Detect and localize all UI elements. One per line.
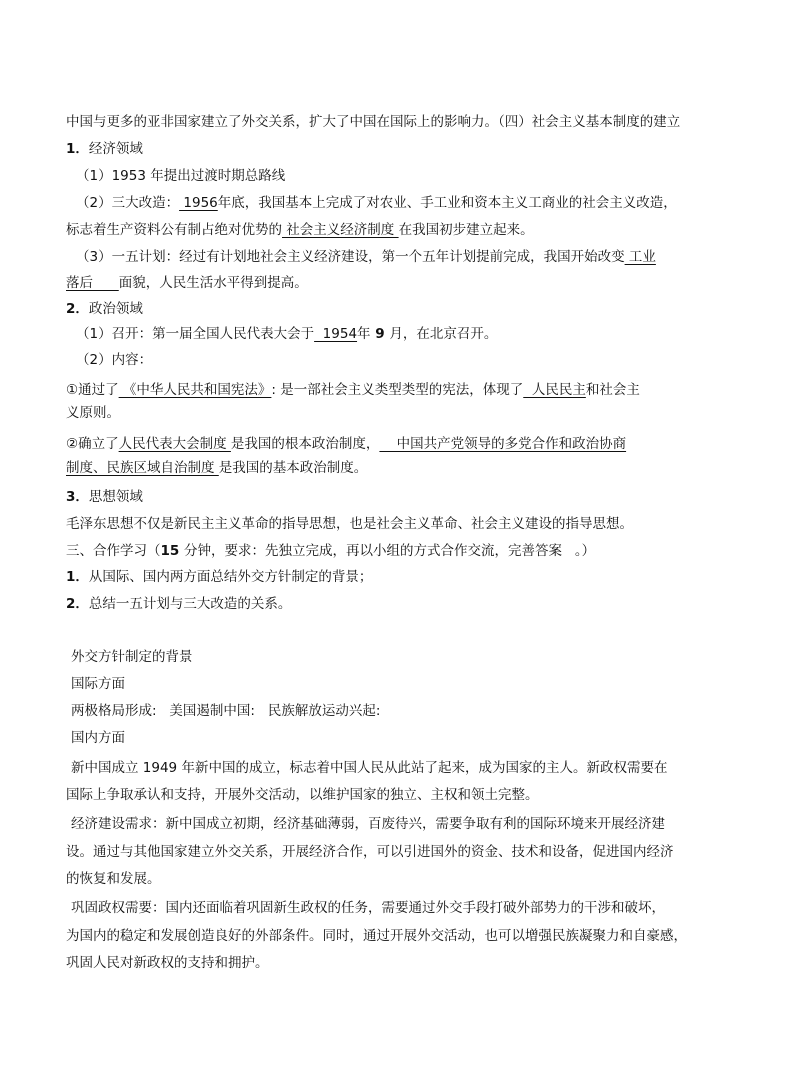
econ-item-2-blank-system: 社会主义经济制度 — [282, 222, 399, 238]
answer-paragraph-3-line-3: 巩固人民对新政权的支持和拥护。 — [66, 955, 269, 971]
coop-question-2 — [66, 594, 291, 614]
politics-point-2-blank-cooperation: 中国共产党领导的多党合作和政治协商 — [379, 436, 627, 452]
politics-point-2-blank-congress: 人民代表大会制度 — [118, 436, 231, 452]
coop-title-prefix: 三、合作学习（ — [66, 543, 161, 559]
econ-item-1: （1）1953 年提出过渡时期总路线 — [76, 168, 286, 184]
thought-heading-text: 思想领域 — [88, 489, 143, 505]
politics-point-2-prefix: ②确立了 — [66, 436, 119, 452]
politics-point-2-line-2-suffix: 是我国的基本政治制度。 — [218, 460, 368, 476]
econ-item-3-prefix: （3）一五计划：经过有计划地社会主义经济建设，第一个五年计划提前完成，我国开始改变 — [76, 249, 625, 265]
politics-heading — [66, 299, 143, 319]
answer-paragraph-2-line-3: 的恢复和发展。 — [66, 871, 161, 887]
econ-heading-number: 1． — [66, 141, 89, 157]
econ-item-3-blank: 工业 — [624, 249, 656, 265]
answer-paragraph-2-line-1: 经济建设需求：新中国成立初期，经济基础薄弱，百废待兴，需要争取有利的国际环境来开展经济建 — [71, 816, 665, 832]
politics-point-1-blank-constitution: 《中华人民共和国宪法》 — [118, 382, 272, 398]
answer-international-heading: 国际方面 — [71, 676, 125, 692]
politics-item-2: （2）内容： — [76, 352, 153, 368]
answer-paragraph-3-line-1: 巩固政权需要：国内还面临着巩固新生政权的任务，需要通过外交手段打破外部势力的干涉和破坏， — [71, 900, 665, 916]
coop-question-1-text: 从国际、国内两方面总结外交方针制定的背景； — [88, 569, 373, 585]
politics-heading-number: 2． — [66, 301, 89, 317]
answer-paragraph-1-line-1: 新中国成立 1949 年新中国的成立，标志着中国人民从此站了起来，成为国家的主人。新政权需要在 — [71, 760, 668, 776]
politics-point-2 — [66, 434, 626, 454]
econ-item-3-line-2-suffix: 面貌，人民生活水平得到提高。 — [118, 275, 308, 291]
politics-point-2-line-2-blank: 制度、民族区域自治制度 — [66, 460, 219, 476]
politics-item-1-blank-year: 1954 — [314, 326, 358, 342]
politics-point-1-suffix: 和社会主 — [585, 382, 640, 398]
politics-point-1 — [66, 380, 640, 400]
answer-title: 外交方针制定的背景 — [71, 649, 193, 665]
thought-heading — [66, 487, 143, 507]
answer-paragraph-1-line-2: 国际上争取承认和支持，开展外交活动，以维护国家的独立、主权和领土完整。 — [66, 787, 539, 803]
econ-heading-text: 经济领域 — [88, 141, 143, 157]
econ-item-3-line-2 — [66, 273, 308, 293]
econ-item-2-prefix: （2）三大改造： — [76, 195, 180, 211]
politics-point-1-mid: : 是一部社会主义类型类型的宪法，体现了 — [271, 382, 524, 398]
econ-item-2-line-2 — [66, 220, 534, 240]
coop-title — [66, 541, 595, 561]
coop-question-1 — [66, 567, 372, 587]
econ-item-3-line-2-blank: 落后 — [66, 275, 119, 291]
coop-question-2-number: 2． — [66, 596, 89, 612]
coop-question-2-text: 总结一五计划与三大改造的关系。 — [88, 596, 292, 612]
politics-point-1-blank-democracy: 人民民主 — [523, 382, 586, 398]
politics-point-2-mid: 是我国的根本政治制度， — [230, 436, 380, 452]
thought-heading-number: 3． — [66, 489, 89, 505]
coop-title-minutes: 15 — [160, 543, 184, 559]
answer-paragraph-2-line-2: 设。通过与其他国家建立外交关系，开展经济合作，可以引进国外的资金、技术和设备，促进国内经济 — [66, 844, 674, 860]
econ-heading — [66, 139, 143, 159]
econ-item-2-line-2-suffix: 在我国初步建立起来。 — [398, 222, 534, 238]
econ-item-2-line-2-prefix: 标志着生产资料公有制占绝对优势的 — [66, 222, 282, 238]
econ-item-2-mid: 年底，我国基本上完成了对农业、手工业和资本主义工商业的社会主义改造， — [217, 195, 677, 211]
politics-item-1-month: 9 — [370, 326, 390, 342]
econ-item-3 — [76, 247, 656, 267]
politics-point-2-line-2 — [66, 458, 367, 478]
politics-item-1-mid: 年 — [357, 326, 371, 342]
econ-item-2 — [76, 193, 677, 213]
politics-item-1 — [76, 324, 497, 344]
answer-international-items: 两极格局形成: 美国遏制中国: 民族解放运动兴起: — [71, 703, 381, 719]
coop-title-suffix: 分钟，要求：先独立完成，再以小组的方式合作交流，完善答案 。） — [184, 543, 596, 559]
coop-question-1-number: 1． — [66, 569, 89, 585]
politics-heading-text: 政治领域 — [88, 301, 143, 317]
politics-item-1-suffix: 月，在北京召开。 — [389, 326, 498, 342]
intro-line: 中国与更多的亚非国家建立了外交关系，扩大了中国在国际上的影响力。（四）社会主义基本制度的建立 — [66, 114, 681, 130]
politics-point-1-prefix: ①通过了 — [66, 382, 119, 398]
thought-text: 毛泽东思想不仅是新民主主义革命的指导思想，也是社会主义革命、社会主义建设的指导思想。 — [66, 516, 633, 532]
politics-point-1-line-2: 义原则。 — [66, 405, 120, 421]
politics-item-1-prefix: （1）召开：第一届全国人民代表大会于 — [76, 326, 315, 342]
econ-item-2-blank-year: 1956 — [179, 195, 218, 211]
answer-paragraph-3-line-2: 为国内的稳定和发展创造良好的外部条件。同时，通过开展外交活动，也可以增强民族凝聚力和自豪感， — [66, 928, 687, 944]
answer-domestic-heading: 国内方面 — [71, 730, 125, 746]
